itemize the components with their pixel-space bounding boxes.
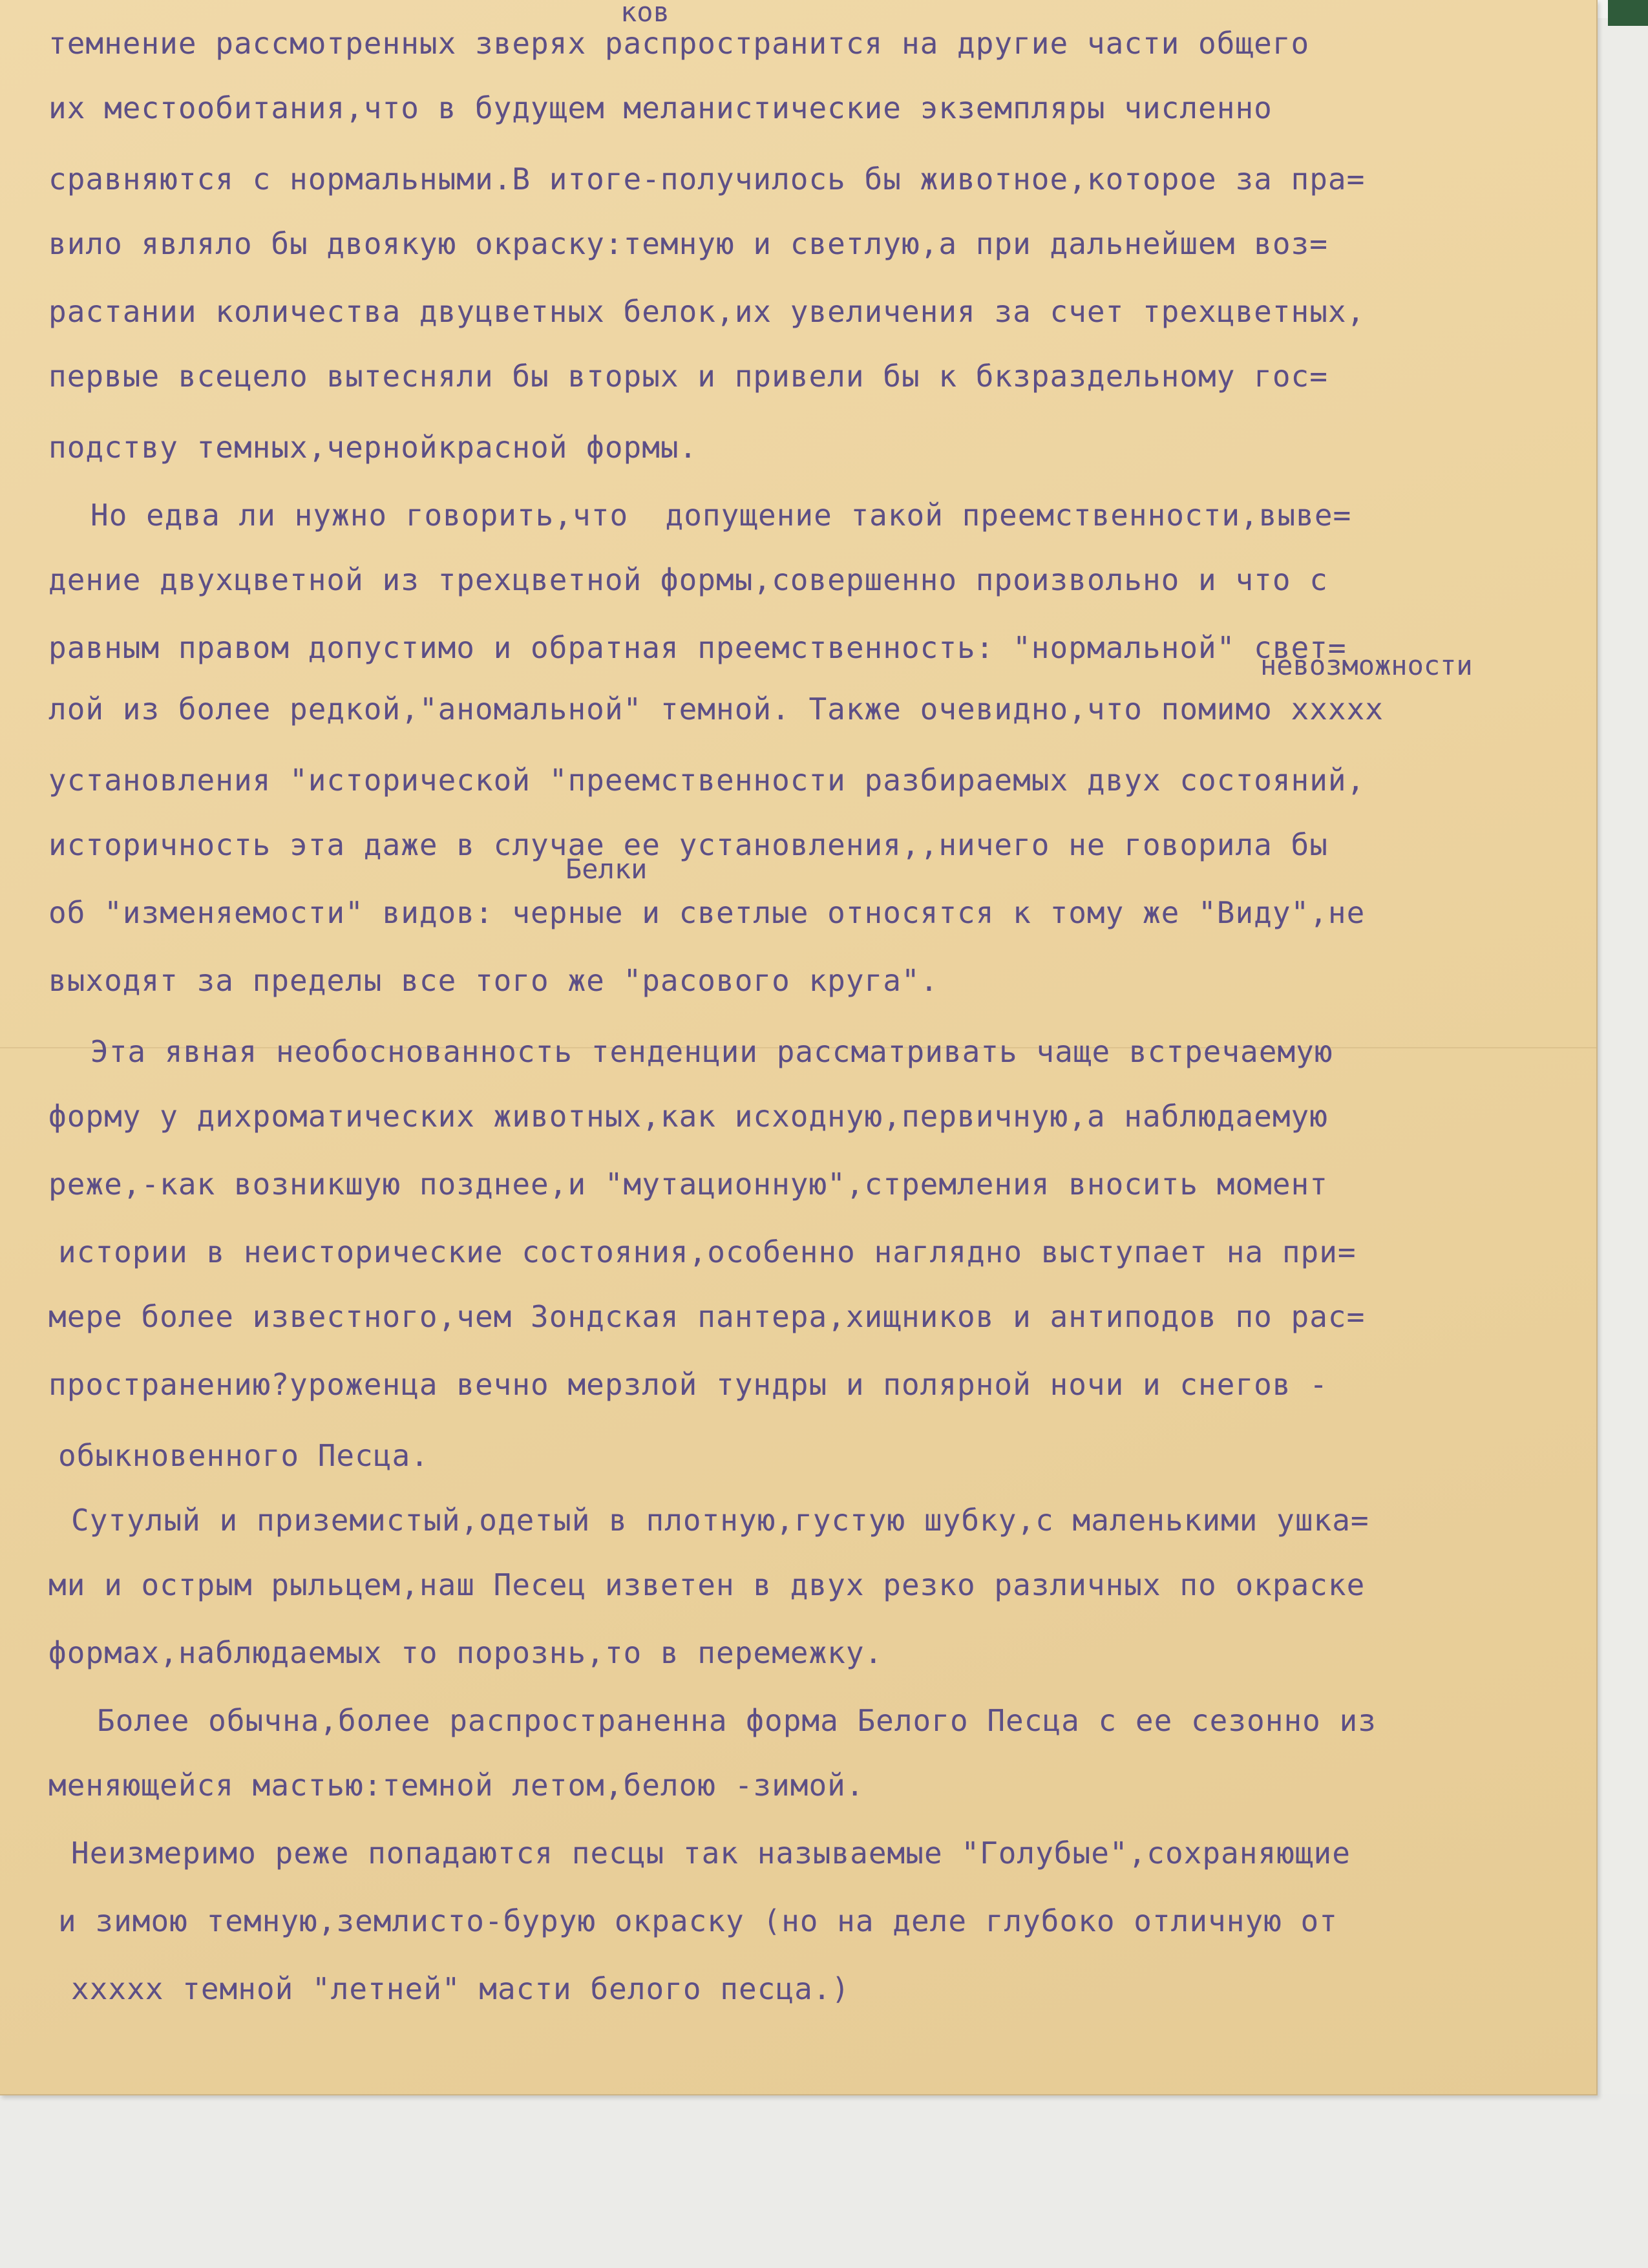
text-line: реже,-как возникшую позднее,и "мутационную",стремления вносить момент [48, 1167, 1328, 1202]
text-line: темнение рассмотренных зверях распространится на другие части общего [48, 26, 1310, 61]
text-line: первые всецело вытесняли бы вторых и привели бы к бкзраздельному гос= [48, 359, 1328, 394]
text-line: xxxxx темной "летней" масти белого песца.) [71, 1971, 850, 2006]
scan-background-right [1593, 0, 1648, 2268]
text-line: их местообитания,что в будущем меланистические экземпляры численно [48, 90, 1273, 125]
text-line: подству темных,чернойкрасной формы. [48, 430, 698, 465]
text-line: выходят за пределы все того же "расового круга". [48, 963, 939, 998]
text-line: пространению?уроженца вечно мерзлой тундры и полярной ночи и снегов - [48, 1367, 1328, 1402]
text-line: сравняются с нормальными.В итоге-получилось бы животное,которое за пра= [48, 162, 1366, 196]
text-line: Сутулый и приземистый,одетый в плотную,густую шубку,с маленькими ушка= [71, 1503, 1369, 1538]
text-line: дение двухцветной из трехцветной формы,совершенно произвольно и что с [48, 562, 1328, 597]
text-line: Неизмеримо реже попадаются песцы так называемые "Голубые",сохраняющие [71, 1836, 1351, 1871]
text-line: равным правом допустимо и обратная преемственность: "нормальной" свет= [48, 630, 1347, 665]
green-tab [1608, 0, 1648, 26]
handwritten-insertion: Белки [565, 853, 648, 885]
text-line: форму у дихроматических животных,как исходную,первичную,а наблюдаемую [48, 1099, 1328, 1134]
text-line: ми и острым рыльцем,наш Песец изветен в двух резко различных по окраске [48, 1567, 1366, 1602]
text-line: мере более известного,чем Зондская пантера,хищников и антиподов по рас= [48, 1299, 1366, 1334]
text-line: Эта явная необоснованность тенденции рассматривать чаще встречаемую [90, 1034, 1333, 1069]
text-line: меняющейся мастью:темной летом,белою -зимой. [48, 1768, 865, 1803]
scan-background-bottom [0, 2094, 1648, 2268]
handwritten-insertion: ков [620, 0, 670, 28]
text-line: лой из более редкой,"аномальной" темной. Также очевидно,что помимо xxxxx [48, 692, 1384, 726]
text-line: формах,наблюдаемых то порознь,то в перемежку. [48, 1635, 883, 1670]
text-line: Но едва ли нужно говорить,что допущение такой преемственности,выве= [90, 498, 1352, 533]
text-line: растании количества двуцветных белок,их увеличения за счет трехцветных, [48, 294, 1366, 329]
text-line: историчность эта даже в случае ее установления,,ничего не говорила бы [48, 827, 1328, 862]
text-line: вило являло бы двоякую окраску:темную и светлую,а при дальнейшем воз= [48, 226, 1328, 261]
text-line: обыкновенного Песца. [58, 1438, 429, 1473]
handwritten-insertion: невозможности [1260, 650, 1473, 681]
text-line: истории в неисторические состояния,особенно наглядно выступает на при= [58, 1235, 1357, 1269]
text-line: установления "исторической "преемственности разбираемых двух состояний, [48, 763, 1366, 798]
text-line: об "изменяемости" видов: черные и светлые относятся к тому же "Виду",не [48, 895, 1366, 930]
text-line: Более обычна,более распространенна форма Белого Песца с ее сезонно из [97, 1703, 1377, 1738]
text-line: и зимою темную,землисто-бурую окраску (но на деле глубоко отличную от [58, 1903, 1338, 1938]
